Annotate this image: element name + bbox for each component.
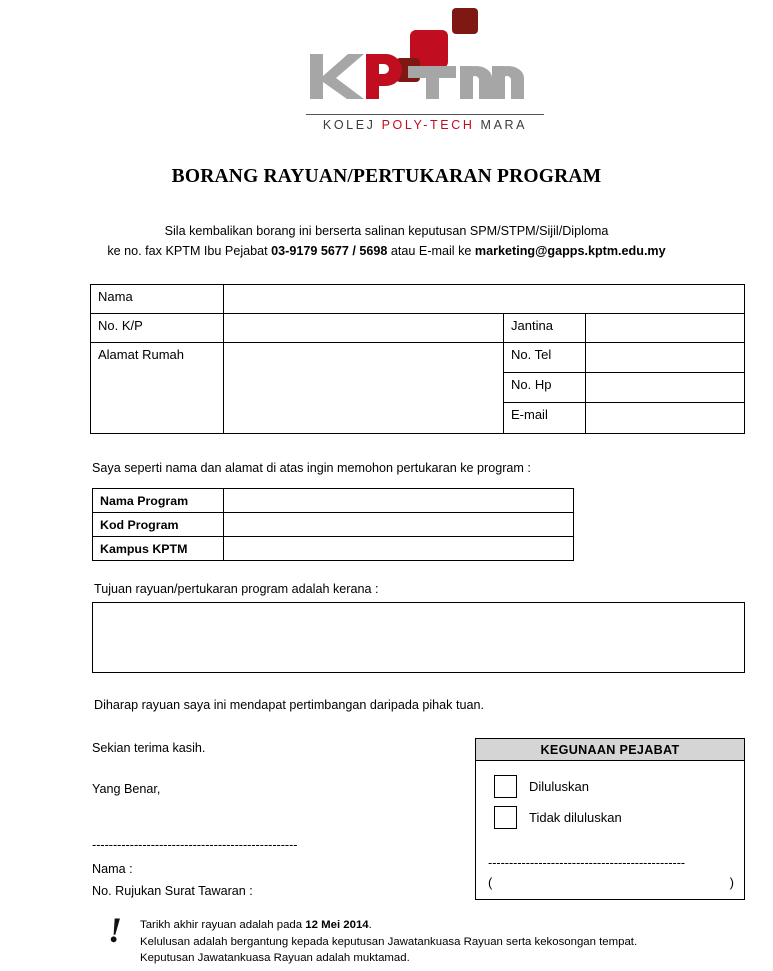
input-email[interactable] [585,402,745,434]
input-nama-program[interactable] [223,488,574,513]
footer-deadline-date: 12 Mei 2014 [305,919,369,931]
checkbox-tidak-diluluskan[interactable] [494,806,517,829]
label-no-kp: No. K/P [90,313,224,343]
footer-line-3: Keputusan Jawatankuasa Rayuan adalah muktamad. [140,952,410,965]
program-intro-text: Saya seperti nama dan alamat di atas ingin memohon pertukaran ke program : [92,461,531,475]
office-use-box [475,738,745,900]
input-kampus-kptm[interactable] [223,536,574,561]
kptm-logo-mark [300,6,550,106]
footer-deadline-suffix: . [368,919,372,931]
reason-textarea[interactable] [92,602,745,673]
input-no-kp[interactable] [223,313,504,343]
label-kod-program: Kod Program [92,512,224,537]
thanks-text: Sekian terima kasih. [92,741,206,755]
label-no-hp: No. Hp [503,372,586,403]
input-no-tel[interactable] [585,342,745,373]
yours-sincerely-text: Yang Benar, [92,782,161,796]
office-signature-line: ----------------------------------------------- [488,856,686,870]
input-nama[interactable] [223,284,745,314]
instruction-line-1: Sila kembalikan borang ini berserta salinan keputusan SPM/STPM/Sijil/Diploma [164,224,609,238]
exclamation-mark-icon: ! [108,910,123,950]
label-alamat-rumah: Alamat Rumah [90,342,224,434]
paren-close: ) [729,875,734,890]
page-title: BORANG RAYUAN/PERTUKARAN PROGRAM [171,166,602,187]
footer-line-1 [140,917,637,934]
form-instructions [0,221,773,261]
input-no-hp[interactable] [585,372,745,403]
footer-note-lines [140,917,637,967]
kptm-logo [300,6,550,134]
instruction-email-prefix: atau E-mail ke [387,244,475,258]
label-jantina: Jantina [503,313,586,343]
office-signature-parens [488,875,734,890]
applicant-signature-line: ------------------------------------------------- [92,838,298,852]
checkbox-diluluskan[interactable] [494,775,517,798]
paren-open: ( [488,875,493,890]
fax-number: 03-9179 5677 / 5698 [271,244,388,258]
applicant-ref-label: No. Rujukan Surat Tawaran : [92,884,253,898]
input-jantina[interactable] [585,313,745,343]
instruction-fax-prefix: ke no. fax KPTM Ibu Pejabat [107,244,272,258]
logo-tagline [304,118,546,132]
tagline-polytech: POLY-TECH [381,118,475,132]
label-nama-program: Nama Program [92,488,224,513]
office-option-approved[interactable] [494,775,589,798]
tagline-mara: MARA [474,118,528,132]
label-nama: Nama [90,284,224,314]
tagline-kolej: KOLEJ [322,118,382,132]
office-option-rejected[interactable] [494,806,622,829]
applicant-nama-label: Nama : [92,862,133,876]
hope-text: Diharap rayuan saya ini mendapat pertimbangan daripada pihak tuan. [94,698,484,712]
label-tidak-diluluskan: Tidak diluluskan [529,810,622,825]
instruction-line-2 [0,241,773,261]
contact-email: marketing@gapps.kptm.edu.my [474,244,666,258]
footer-deadline-prefix: Tarikh akhir rayuan adalah pada [140,919,306,931]
logo-divider-rule [306,114,544,115]
label-no-tel: No. Tel [503,342,586,373]
office-use-header: KEGUNAAN PEJABAT [476,739,744,761]
input-kod-program[interactable] [223,512,574,537]
reason-label: Tujuan rayuan/pertukaran program adalah kerana : [94,582,379,596]
footer-line-2: Kelulusan adalah bergantung kepada keputusan Jawatankuasa Rayuan serta kekosongan tempat. [140,935,638,948]
label-email: E-mail [503,402,586,434]
input-alamat-rumah[interactable] [223,342,504,434]
label-kampus-kptm: Kampus KPTM [92,536,224,561]
label-diluluskan: Diluluskan [529,779,589,794]
